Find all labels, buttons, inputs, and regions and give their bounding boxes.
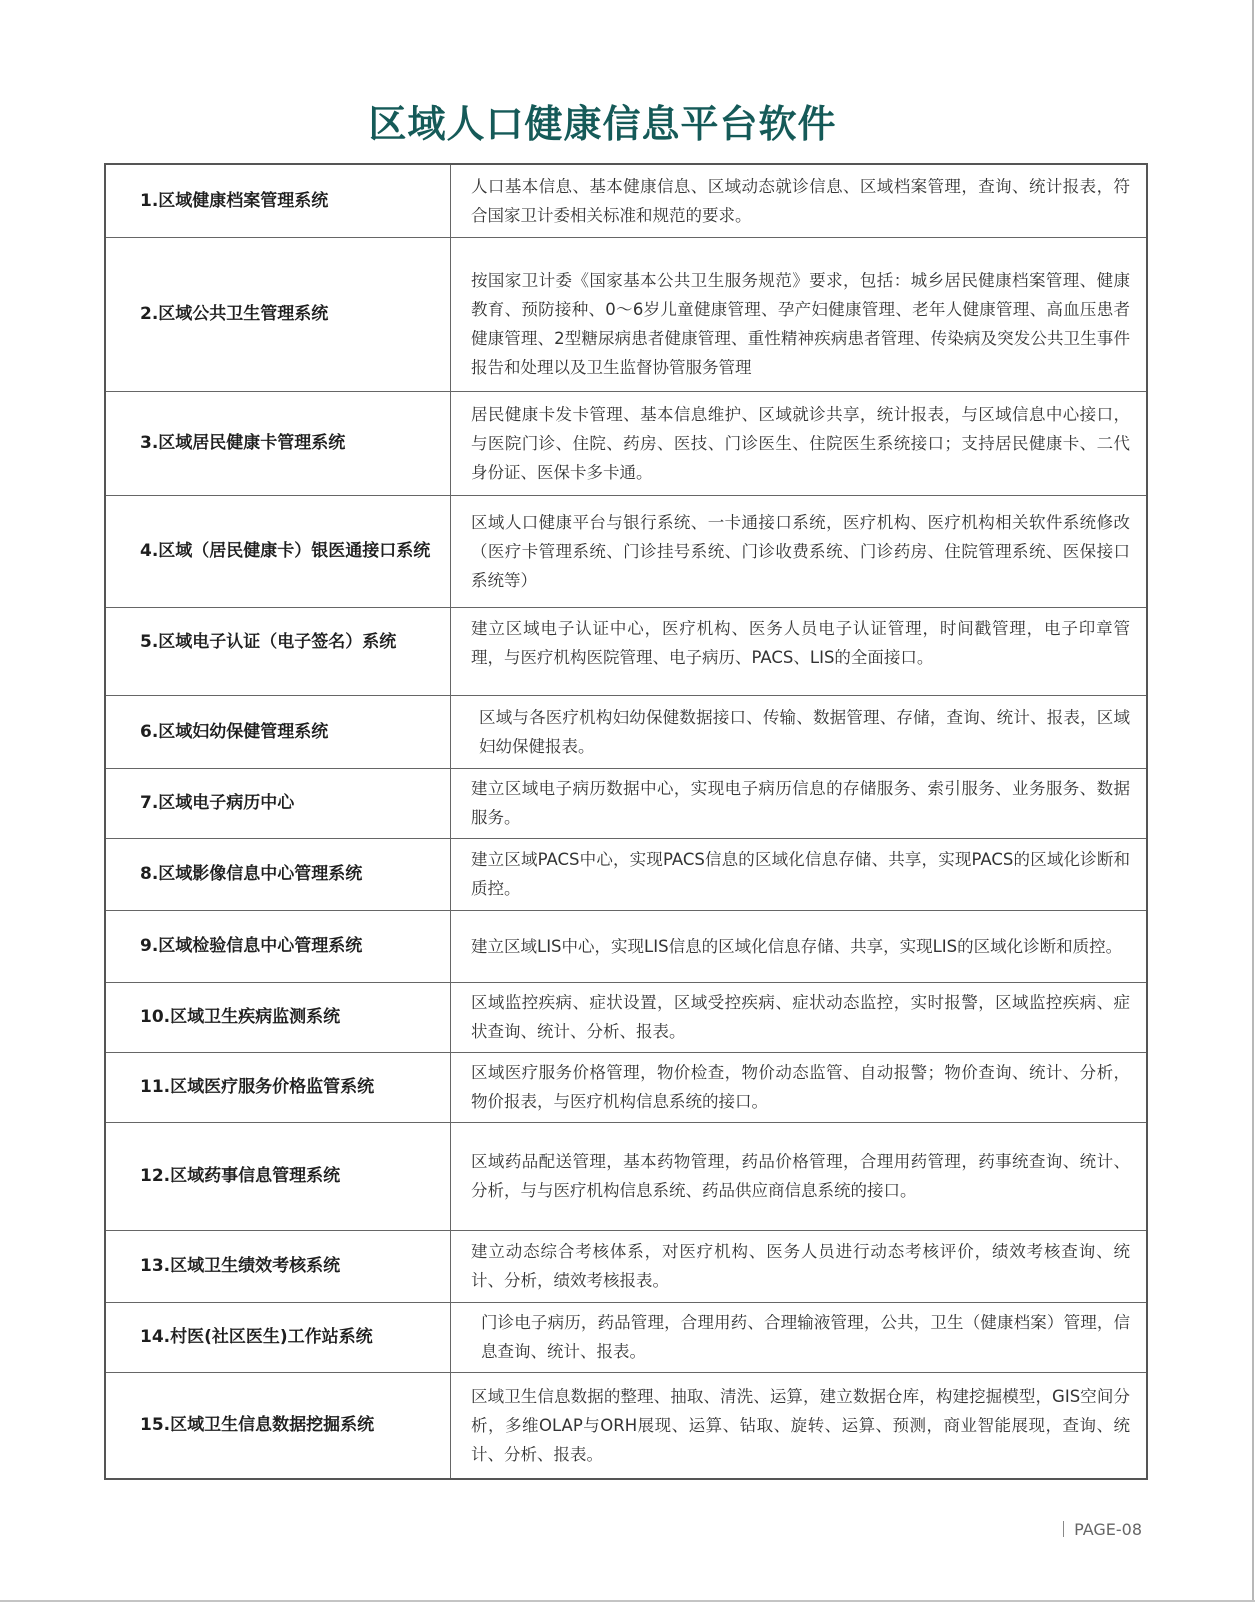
system-description: 区域监控疾病、症状设置，区域受控疾病、症状动态监控，实时报警，区域监控疾病、症状查询、统计、分析、报表。: [451, 982, 1148, 1052]
system-name: 1.区域健康档案管理系统: [105, 164, 451, 237]
system-name: 2.区域公共卫生管理系统: [105, 237, 451, 391]
table-row: [105, 391, 1147, 495]
table-row: [105, 982, 1147, 1052]
table-row: [105, 237, 1147, 391]
system-description: 区域药品配送管理，基本药物管理，药品价格管理，合理用药管理，药事统查询、统计、分析，与与医疗机构信息系统、药品供应商信息系统的接口。: [451, 1122, 1148, 1230]
system-description: 按国家卫计委《国家基本公共卫生服务规范》要求，包括：城乡居民健康档案管理、健康教育、预防接种、0～6岁儿童健康管理、孕产妇健康管理、老年人健康管理、高血压患者健康管理、2型糖尿病患者健康管理、重性精神疾病患者管理、传染病及突发公共卫生事件报告和处理以及卫生监督协管服务管理: [451, 237, 1148, 391]
system-description: 区域人口健康平台与银行系统、一卡通接口系统，医疗机构、医疗机构相关软件系统修改（医疗卡管理系统、门诊挂号系统、门诊收费系统、门诊药房、住院管理系统、医保接口系统等）: [451, 495, 1148, 607]
system-name: 12.区域药事信息管理系统: [105, 1122, 451, 1230]
system-name: 13.区域卫生绩效考核系统: [105, 1230, 451, 1302]
table-row: [105, 1372, 1147, 1479]
system-description: 建立区域电子认证中心，医疗机构、医务人员电子认证管理，时间戳管理，电子印章管理，与医疗机构医院管理、电子病历、PACS、LIS的全面接口。: [451, 607, 1148, 695]
system-description: 区域医疗服务价格管理，物价检查，物价动态监管、自动报警；物价查询、统计、分析，物价报表，与医疗机构信息系统的接口。: [451, 1052, 1148, 1122]
system-name: 5.区域电子认证（电子签名）系统: [105, 607, 451, 695]
table-row: [105, 695, 1147, 768]
table-row: [105, 1052, 1147, 1122]
page-edge-right: [1252, 0, 1254, 1602]
system-spec-table: [104, 163, 1148, 1480]
system-name: 7.区域电子病历中心: [105, 768, 451, 838]
table-row: [105, 1230, 1147, 1302]
system-name: 6.区域妇幼保健管理系统: [105, 695, 451, 768]
page-title: 区域人口健康信息平台软件: [368, 102, 837, 147]
system-description: 建立区域LIS中心，实现LIS信息的区域化信息存储、共享，实现LIS的区域化诊断和质控。: [451, 910, 1148, 982]
table-row: [105, 910, 1147, 982]
system-description: 居民健康卡发卡管理、基本信息维护、区域就诊共享，统计报表，与区域信息中心接口，与医院门诊、住院、药房、医技、门诊医生、住院医生系统接口；支持居民健康卡、二代身份证、医保卡多卡通。: [451, 391, 1148, 495]
system-description: 区域卫生信息数据的整理、抽取、清洗、运算，建立数据仓库，构建挖掘模型，GIS空间分析，多维OLAP与ORH展现、运算、钻取、旋转、运算、预测，商业智能展现，查询、统计、分析、报表。: [451, 1372, 1148, 1479]
table-row: [105, 768, 1147, 838]
system-name: 9.区域检验信息中心管理系统: [105, 910, 451, 982]
table-row: [105, 1122, 1147, 1230]
page-number: [1063, 1520, 1142, 1539]
table-row: [105, 607, 1147, 695]
page-number-label: PAGE-08: [1074, 1520, 1142, 1539]
system-name: 14.村医(社区医生)工作站系统: [105, 1302, 451, 1372]
system-name: 4.区域（居民健康卡）银医通接口系统: [105, 495, 451, 607]
table-row: [105, 495, 1147, 607]
system-name: 15.区域卫生信息数据挖掘系统: [105, 1372, 451, 1479]
system-description: 建立区域电子病历数据中心，实现电子病历信息的存储服务、索引服务、业务服务、数据服务。: [451, 768, 1148, 838]
system-name: 3.区域居民健康卡管理系统: [105, 391, 451, 495]
system-name: 10.区域卫生疾病监测系统: [105, 982, 451, 1052]
system-name: 11.区域医疗服务价格监管系统: [105, 1052, 451, 1122]
table-row: [105, 838, 1147, 910]
system-name: 8.区域影像信息中心管理系统: [105, 838, 451, 910]
system-description: 门诊电子病历，药品管理，合理用药、合理输液管理，公共，卫生（健康档案）管理，信息查询、统计、报表。: [451, 1302, 1148, 1372]
system-description: 区域与各医疗机构妇幼保健数据接口、传输、数据管理、存储，查询、统计、报表，区域妇幼保健报表。: [451, 695, 1148, 768]
page-number-divider: [1063, 1521, 1064, 1537]
system-description: 建立区域PACS中心，实现PACS信息的区域化信息存储、共享，实现PACS的区域化诊断和质控。: [451, 838, 1148, 910]
system-description: 人口基本信息、基本健康信息、区域动态就诊信息、区域档案管理，查询、统计报表，符合国家卫计委相关标准和规范的要求。: [451, 164, 1148, 237]
table-row: [105, 164, 1147, 237]
table-row: [105, 1302, 1147, 1372]
system-description: 建立动态综合考核体系，对医疗机构、医务人员进行动态考核评价，绩效考核查询、统计、分析，绩效考核报表。: [451, 1230, 1148, 1302]
